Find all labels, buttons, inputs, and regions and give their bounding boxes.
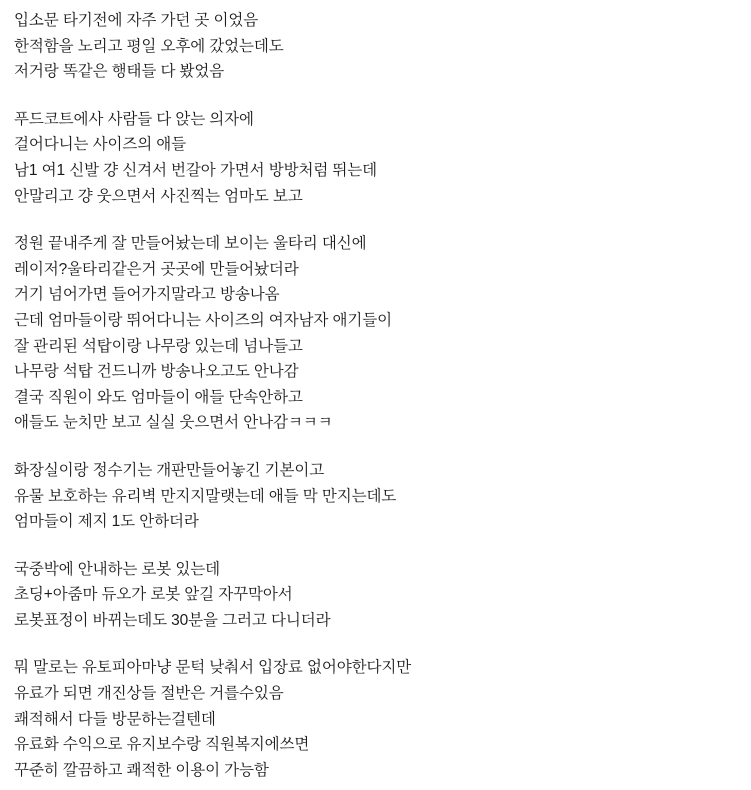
- text-line: 엄마들이 제지 1도 안하더라: [14, 513, 199, 531]
- text-line: 정원 끝내주게 잘 만들어놨는데 보이는 울타리 대신에: [14, 235, 367, 253]
- text-line: 화장실이랑 정수기는 개판만들어놓긴 기본이고: [14, 461, 325, 479]
- text-line: 유물 보호하는 유리벽 만지지말랫는데 애들 막 만지는데도: [14, 487, 397, 505]
- text-line: 한적함을 노리고 평일 오후에 갔었는데도: [14, 37, 284, 55]
- text-line: 유료가 되면 개진상들 절반은 거를수있음: [14, 685, 284, 703]
- paragraph: [14, 557, 737, 634]
- text-line: 걸어다니는 사이즈의 애들: [14, 136, 187, 154]
- paragraph: [14, 231, 737, 436]
- paragraph: [14, 458, 737, 535]
- text-line: 푸드코트에사 사람들 다 앉는 의자에: [14, 110, 254, 128]
- text-line: 뭐 말로는 유토피아마냥 문턱 낮춰서 입장료 없어야한다지만: [14, 659, 412, 677]
- paragraph: [14, 107, 737, 209]
- text-line: 유료화 수익으로 유지보수랑 직원복지에쓰면: [14, 736, 310, 754]
- text-line: 남1 여1 신발 걍 신겨서 번갈아 가면서 방방처럼 뛰는데: [14, 161, 378, 179]
- text-line: 꾸준히 깔끔하고 쾌적한 이용이 가능함: [14, 761, 269, 779]
- text-line: 잘 관리된 석탑이랑 나무랑 있는데 넘나들고: [14, 337, 303, 355]
- text-line: 쾌적해서 다들 방문하는걸텐데: [14, 710, 216, 728]
- text-line: 안말리고 걍 웃으면서 사진찍는 엄마도 보고: [14, 187, 303, 205]
- text-line: 결국 직원이 와도 엄마들이 애들 단속안하고: [14, 388, 303, 406]
- text-line: 저거랑 똑같은 행태들 다 봤었음: [14, 63, 225, 81]
- text-line: 국중박에 안내하는 로봇 있는데: [14, 560, 220, 578]
- text-line: 초딩+아줌마 듀오가 로봇 앞길 자꾸막아서: [14, 586, 293, 604]
- text-line: 근데 엄마들이랑 뛰어다니는 사이즈의 여자남자 애기들이: [14, 311, 392, 329]
- text-line: 거기 넘어가면 들어가지말라고 방송나옴: [14, 286, 280, 304]
- paragraph: [14, 655, 737, 783]
- text-line: 입소문 타기전에 자주 가던 곳 이었음: [14, 12, 259, 29]
- text-line: 로봇표정이 바뀌는데도 30분을 그러고 다니더라: [14, 611, 331, 629]
- paragraph: [14, 8, 737, 85]
- text-line: 애들도 눈치만 보고 실실 웃으면서 안나감ㅋㅋㅋ: [14, 414, 333, 432]
- text-line: 나무랑 석탑 건드니까 방송나오고도 안나감: [14, 363, 299, 381]
- text-line: 레이저?울타리같은거 곳곳에 만들어놨더라: [14, 260, 299, 278]
